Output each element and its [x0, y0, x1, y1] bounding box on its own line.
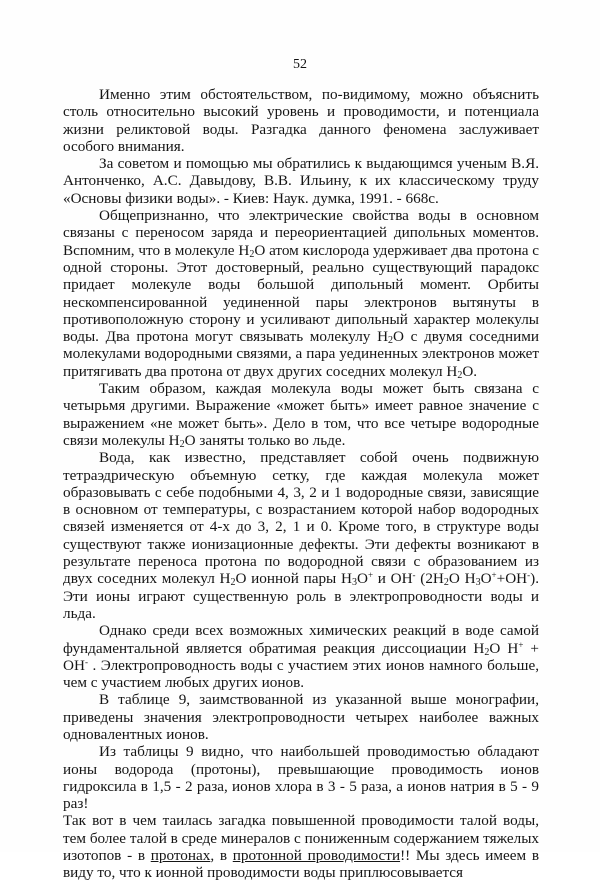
underlined-term-protons: протонах [150, 847, 211, 865]
underlined-term-proton-conductivity: протонной проводимости [232, 847, 401, 865]
paragraph-5: Вода, как известно, представляет собой очень подвижную тетраэдрическую объемную сетку, где каждая молекула может образовывать с себе подобными 4, 3, 2 и 1 водородные связи, зависящие в основном от температуры, с возрастанием которой набор водородных связей изменяется от 4-х до 3, 2, 1 и 0. Кроме того, в структуре воды существуют также ионизационные дефекты. Эти дефекты возникают в результате переноса протона по водородной связи с образованием из двух соседних молекул $H_2O$ ионной пары $H_3O^+$ и OH- ($2H_2O$ $H_3O^++OH^-$). Эти ионы играют существенную роль в электропроводности воды и льда. [63, 449, 539, 622]
paragraph-3: Общепризнанно, что электрические свойства воды в основном связаны с переносом заряда и переориентацией дипольных моментов. Вспомним, что в молекуле $H_2O$ атом кислорода удерживает два протона с одной стороны. Этот достоверный, реально существующий парадокс придает молекуле воды большой дипольный момент. Орбиты нескомпенсированной уединенной пары электронов вытянуты в противоположную сторону и усиливают дипольный характер молекулы воды. Два протона могут связывать молекулу $H_2O$ с двумя соседними молекулами водородными связями, а пара уединенных электронов может притягивать два протона от двух других соседних молекул $H_2O$. [63, 207, 540, 381]
paragraph-6: Однако среди всех возможных химических реакций в воде самой фундаментальной является обратимая реакция диссоциации $H_2O$ H+ + OH- . Электропроводность воды с участием этих ионов намного больше, чем с участием любых других ионов. [63, 622, 539, 692]
paragraph-4: Таким образом, каждая молекула воды может быть связана с четырьмя другими. Выражение «может быть» имеет равное значение с выражением «не может быть». Дело в том, что все четыре водородные связи молекулы $H_2O$ заняты только во льде. [63, 380, 539, 450]
paragraph-2: За советом и помощью мы обратились к выдающимся ученым В.Я. Антонченко, А.С. Давыдову, В.В. Ильину, к их классическому труду «Основы физики воды». - Киев: Наук. думка, 1991. - 668с. [63, 155, 539, 207]
body-text [63, 86, 539, 882]
page-number: 52 [293, 57, 307, 72]
paragraph-1: Именно этим обстоятельством, по-видимому, можно объяснить столь относительно высокий уровень и проводимости, и потенциала жизни реликтовой воды. Разгадка данного феномена заслуживает особого внимания. [63, 86, 539, 155]
paragraph-7: В таблице 9, заимствованной из указанной выше монографии, приведены значения электропроводности четырех наиболее важных одновалентных ионов. [63, 691, 539, 743]
paragraph-9: Так вот в чем таилась загадка повышенной проводимости талой воды, тем более талой в среде минералов с пониженным содержанием тяжелых изотопов - в протонах, в протонной проводимости!! Мы здесь имеем в виду то, что к ионной проводимости воды приплюсовывается [63, 812, 539, 882]
paragraph-8: Из таблицы 9 видно, что наибольшей проводимостью обладают ионы водорода (протоны), превышающие проводимость ионов гидроксила в 1,5 - 2 раза, ионов хлора в 3 - 5 раза, а ионов натрия в 5 - 9 раз! [63, 743, 539, 813]
